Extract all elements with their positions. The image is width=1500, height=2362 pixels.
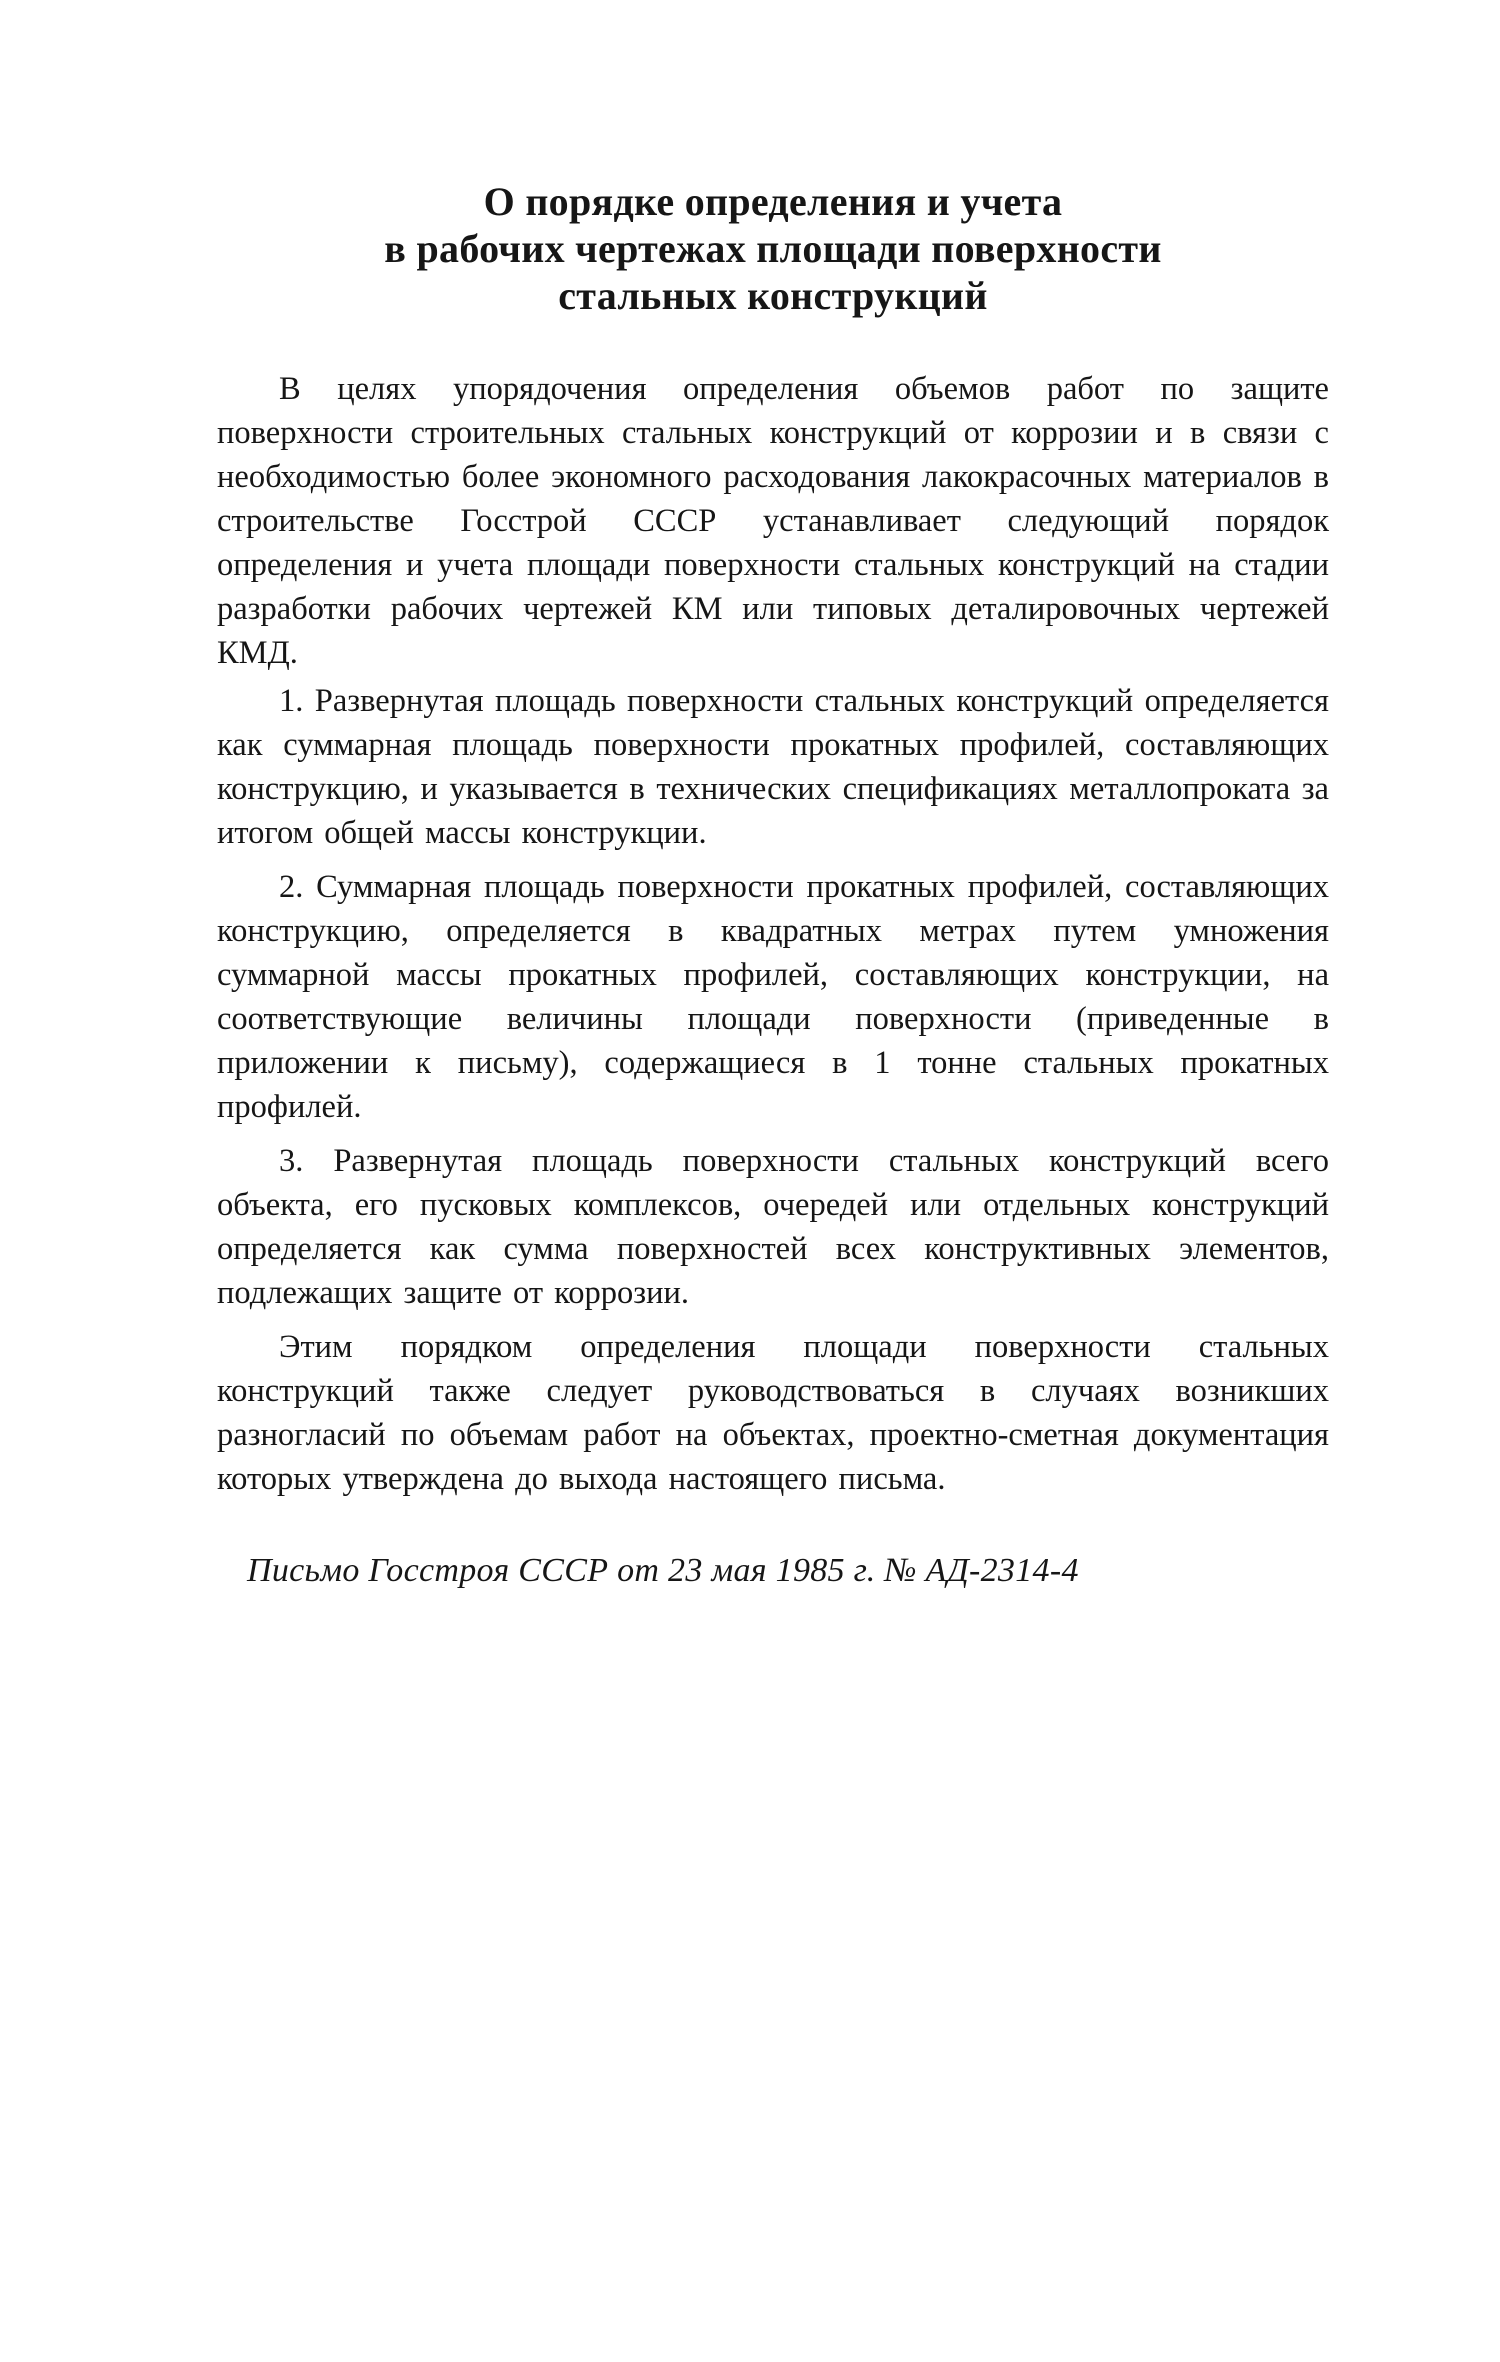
paragraph-conclusion: Этим порядком определения площади поверхности стальных конструкций также следует руководствоваться в случаях возникших разногласий по объемам работ на объектах, проектно-сметная документация которых утверждена до выхода настоящего письма. bbox=[217, 1329, 1329, 1497]
paragraph-item-3: 3. Развернутая площадь поверхности стальных конструкций всего объекта, его пусковых комплексов, очередей или отдельных конструкций определяется как сумма поверхностей всех конструктивных элементов, подлежащих защите от коррозии. bbox=[217, 1143, 1329, 1311]
document-title bbox=[217, 178, 1329, 319]
document-body bbox=[217, 367, 1329, 1501]
paragraph-item-1: 1. Развернутая площадь поверхности стальных конструкций определяется как суммарная площадь поверхности прокатных профилей, составляющих конструкцию, и указывается в технических спецификациях металлопроката за итогом общей массы конструкции. bbox=[217, 683, 1329, 851]
paragraph-intro: В целях упорядочения определения объемов работ по защите поверхности строительных стальных конструкций от коррозии и в связи с необходимостью более экономного расходования лакокрасочных материалов в строительстве Госстрой СССР устанавливает следующий порядок определения и учета площади поверхности стальных конструкций на стадии разработки рабочих чертежей КМ или типовых деталировочных чертежей КМД. bbox=[217, 371, 1329, 671]
title-line-3: стальных конструкций bbox=[558, 273, 988, 318]
title-line-2: в рабочих чертежах площади поверхности bbox=[384, 226, 1162, 271]
text-column bbox=[217, 178, 1329, 1593]
letter-reference: Письмо Госстроя СССР от 23 мая 1985 г. № АД-2314-4 bbox=[247, 1552, 1079, 1589]
title-line-1: О порядке определения и учета bbox=[483, 179, 1063, 224]
paragraph-item-2: 2. Суммарная площадь поверхности прокатных профилей, составляющих конструкцию, определяется в квадратных метрах путем умножения суммарной массы прокатных профилей, составляющих конструкции, на соответствующие величины площади поверхности (приведенные в приложении к письму), содержащиеся в 1 тонне стальных прокатных профилей. bbox=[217, 869, 1329, 1125]
